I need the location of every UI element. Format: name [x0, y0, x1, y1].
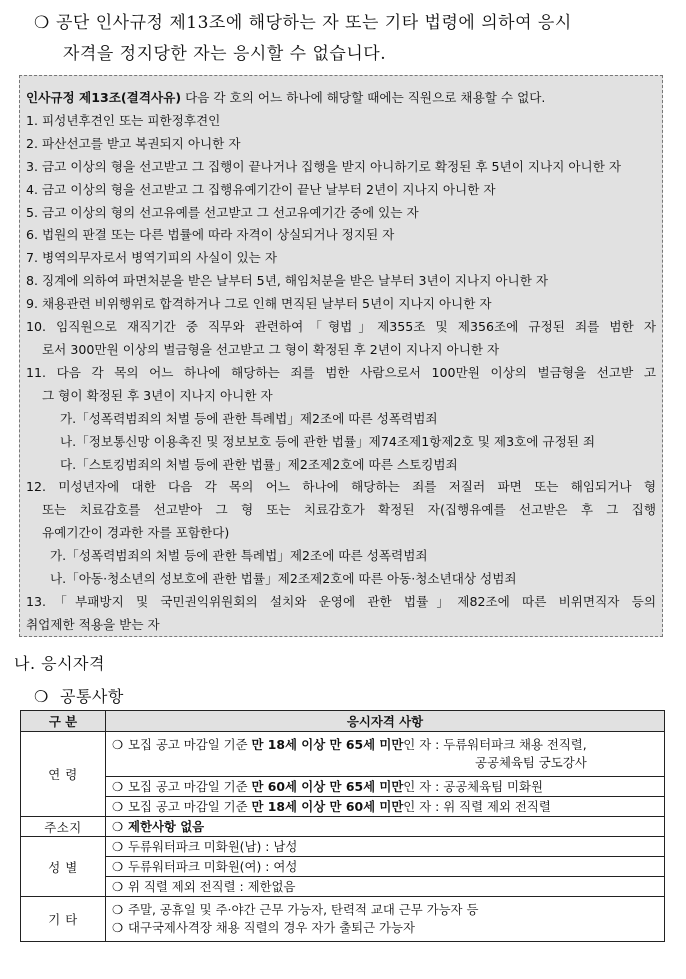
- regulation-item-10-line-1: 10. 임직원으로 재직기간 중 직무와 관련하여「형법」제355조 및 제356조에 규정된 죄를 범한 자: [26, 319, 656, 335]
- regulation-title: 인사규정 제13조(결격사유) 다음 각 호의 어느 하나에 해당할 때에는 직원으로 채용할 수 없다.: [26, 90, 546, 105]
- regulation-item-1: 1. 피성년후견인 또는 피한정후견인: [26, 112, 221, 128]
- regulation-item-8: 8. 징계에 의하여 파면처분을 받은 날부터 5년, 해임처분을 받은 날부터 3년이 지나지 아니한 자: [26, 273, 549, 289]
- circle-bullet-icon: ❍: [112, 902, 124, 917]
- regulation-item-11-line-2: 그 형이 확정된 후 3년이 지나지 아니한 자: [42, 387, 273, 403]
- table-row: [21, 877, 665, 897]
- address-label: 주소지: [21, 817, 106, 837]
- etc-conditions: ❍ 주말, 공휴일 및 주·야간 근무 가능자, 탄력적 교대 근무 가능자 등 ❍ 대구국제사격장 채용 직렬의 경우 자가 출퇴근 가능자: [106, 897, 665, 942]
- circle-bullet-icon: ❍: [112, 858, 124, 874]
- table-header-row: [21, 711, 665, 732]
- regulation-item-11-da: 다.「스토킹범죄의 처벌 등에 관한 법률」제2조제2호에 따른 스토킹범죄: [60, 456, 458, 472]
- circle-bullet-icon: ❍: [112, 838, 124, 854]
- table-row: [21, 897, 665, 942]
- table-row: [21, 837, 665, 857]
- regulation-item-11-ga: 가.「성폭력범죄의 처벌 등에 관한 특례법」제2조에 따른 성폭력범죄: [60, 410, 438, 426]
- regulation-item-2: 2. 파산선고를 받고 복권되지 아니한 자: [26, 135, 241, 151]
- subsection-heading: ❍ 공통사항: [34, 687, 124, 706]
- age-condition-2: ❍ 모집 공고 마감일 기준 만 60세 이상 만 65세 미만인 자 : 공공체육팀 미화원: [106, 777, 665, 797]
- header-category: 구 분: [21, 711, 106, 732]
- regulation-item-3: 3. 금고 이상의 형을 선고받고 그 집행이 끝나거나 집행을 받지 아니하기로 확정된 후 5년이 지나지 아니한 자: [26, 158, 622, 174]
- circle-bullet-icon: ❍: [112, 920, 124, 935]
- regulation-item-7: 7. 병역의무자로서 병역기피의 사실이 있는 자: [26, 250, 278, 266]
- circle-bullet-icon: ❍: [112, 778, 124, 794]
- table-row: [21, 817, 665, 837]
- circle-bullet-icon: ❍: [112, 798, 124, 814]
- circle-bullet-icon: ❍: [112, 878, 124, 894]
- table-row: [21, 732, 665, 777]
- etc-label: 기 타: [21, 897, 106, 942]
- age-condition-3: ❍ 모집 공고 마감일 기준 만 18세 이상 만 60세 미만인 자 : 위 직렬 제외 전직렬: [106, 797, 665, 817]
- regulation-item-4: 4. 금고 이상의 형을 선고받고 그 집행유예기간이 끝난 날부터 2년이 지나지 아니한 자: [26, 181, 496, 197]
- regulation-item-6: 6. 법원의 판결 또는 다른 법률에 따라 자격이 상실되거나 정지된 자: [26, 227, 395, 243]
- gender-condition-2: ❍ 두류워터파크 미화원(여) : 여성: [106, 857, 665, 877]
- regulation-item-11-line-1: 11. 다음 각 목의 어느 하나에 해당하는 죄를 범한 사람으로서 100만원 이상의 벌금형을 선고받 고: [26, 364, 656, 380]
- table-row: [21, 857, 665, 877]
- circle-bullet-icon: ❍: [34, 13, 50, 33]
- table-row: [21, 797, 665, 817]
- gender-condition-3: ❍ 위 직렬 제외 전직렬 : 제한없음: [106, 877, 665, 897]
- intro-notice: [34, 8, 674, 70]
- intro-line-2: 자격을 정지당한 자는 응시할 수 없습니다.: [63, 44, 387, 64]
- regulation-item-13-line-2: 취업제한 적용을 받는 자: [26, 616, 160, 632]
- regulation-item-12-line-2: 또는 치료감호를 선고받아 그 형 또는 치료감호가 확정된 자(집행유예를 선고받은 후 그 집행: [42, 502, 656, 518]
- age-condition-1: ❍ 모집 공고 마감일 기준 만 18세 이상 만 65세 미만인 자 : 두류워터파크 채용 전직렬, 공공체육팀 궁도강사: [106, 732, 665, 777]
- regulation-item-12-line-3: 유예기간이 경과한 자를 포함한다): [42, 525, 230, 541]
- eligibility-table: [20, 710, 665, 942]
- gender-condition-1: ❍ 두류워터파크 미화원(남) : 남성: [106, 837, 665, 857]
- regulation-item-5: 5. 금고 이상의 형의 선고유예를 선고받고 그 선고유예기간 중에 있는 자: [26, 204, 419, 220]
- intro-line-1: ❍ 공단 인사규정 제13조에 해당하는 자 또는 기타 법령에 의하여 응시: [34, 8, 674, 39]
- section-heading: 나. 응시자격: [14, 654, 105, 673]
- regulation-item-13-line-1: 13.「부패방지 및 국민권익위원회의 설치와 운영에 관한 법률」제82조에 따른 비위면직자 등의: [26, 593, 656, 609]
- regulation-item-12-ga: 가.「성폭력범죄의 처벌 등에 관한 특례법」제2조에 따른 성폭력범죄: [50, 548, 428, 564]
- circle-bullet-icon: ❍: [112, 737, 124, 752]
- circle-bullet-icon: ❍: [112, 818, 124, 834]
- table-row: [21, 777, 665, 797]
- regulation-item-12-na: 나.「아동·청소년의 성보호에 관한 법률」제2조제2호에 따른 아동·청소년대상 성범죄: [50, 571, 517, 587]
- regulation-box: [19, 75, 663, 637]
- regulation-item-12-line-1: 12. 미성년자에 대한 다음 각 목의 어느 하나에 해당하는 죄를 저질러 파면 또는 해임되거나 형: [26, 479, 656, 495]
- age-label: 연 령: [21, 732, 106, 817]
- regulation-item-9: 9. 채용관련 비위행위로 합격하거나 그로 인해 면직된 날부터 5년이 지나지 아니한 자: [26, 296, 492, 312]
- header-requirement: 응시자격 사항: [106, 711, 665, 732]
- circle-bullet-icon: ❍: [34, 687, 49, 706]
- address-condition: ❍ 제한사항 없음: [106, 817, 665, 837]
- regulation-item-10-line-2: 로서 300만원 이상의 벌금형을 선고받고 그 형이 확정된 후 2년이 지나지 아니한 자: [42, 341, 500, 357]
- gender-label: 성 별: [21, 837, 106, 897]
- regulation-item-11-na: 나.「정보통신망 이용촉진 및 정보보호 등에 관한 법률」제74조제1항제2호 및 제3호에 규정된 죄: [60, 433, 596, 449]
